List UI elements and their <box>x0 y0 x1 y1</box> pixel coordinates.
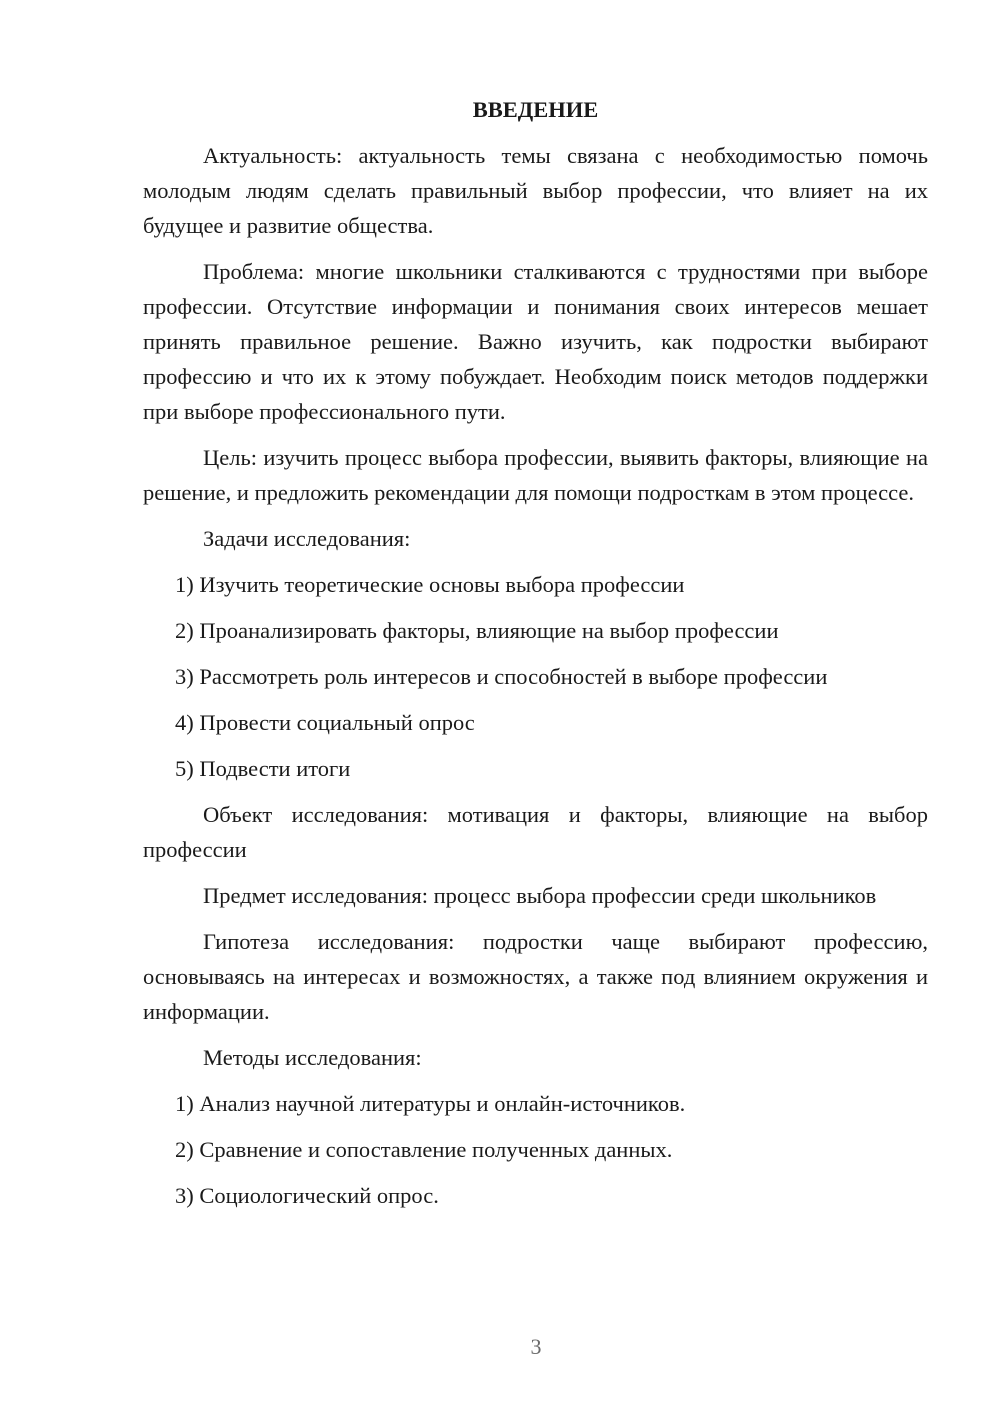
page-title: ВВЕДЕНИЕ <box>472 97 599 122</box>
document-page <box>143 92 928 1224</box>
paragraph-problem: Проблема: многие школьники сталкиваются с трудностями при выборе профессии. Отсутствие информации и понимания своих интересов мешает принять правильное решение. Важно изучить, как подростки выбирают профессию и что их к этому побуждает. Необходим поиск методов поддержки при выборе профессионального пути. <box>143 259 928 424</box>
list-item: 3) Рассмотреть роль интересов и способностей в выборе профессии <box>175 664 828 689</box>
paragraph-hypothesis: Гипотеза исследования: подростки чаще выбирают профессию, основываясь на интересах и возможностях, а также под влиянием окружения и информации. <box>143 929 928 1024</box>
methods-list <box>143 1086 928 1213</box>
list-item: 3) Социологический опрос. <box>175 1183 439 1208</box>
paragraph-goal: Цель: изучить процесс выбора профессии, выявить факторы, влияющие на решение, и предложить рекомендации для помощи подросткам в этом процессе. <box>143 445 928 505</box>
list-item: 1) Анализ научной литературы и онлайн-источников. <box>175 1091 686 1116</box>
tasks-heading: Задачи исследования: <box>203 526 411 551</box>
list-item: 2) Проанализировать факторы, влияющие на выбор профессии <box>175 618 779 643</box>
methods-heading: Методы исследования: <box>203 1045 422 1070</box>
list-item: 4) Провести социальный опрос <box>175 710 475 735</box>
list-item: 2) Сравнение и сопоставление полученных данных. <box>175 1137 673 1162</box>
list-item: 5) Подвести итоги <box>175 756 351 781</box>
paragraph-subject: Предмет исследования: процесс выбора профессии среди школьников <box>203 883 877 908</box>
tasks-list <box>143 567 928 786</box>
paragraph-relevance: Актуальность: актуальность темы связана с необходимостью помочь молодым людям сделать правильный выбор профессии, что влияет на их будущее и развитие общества. <box>143 143 928 238</box>
page-number: 3 <box>530 1334 542 1359</box>
paragraph-object: Объект исследования: мотивация и факторы, влияющие на выбор профессии <box>143 802 928 862</box>
list-item: 1) Изучить теоретические основы выбора профессии <box>175 572 685 597</box>
